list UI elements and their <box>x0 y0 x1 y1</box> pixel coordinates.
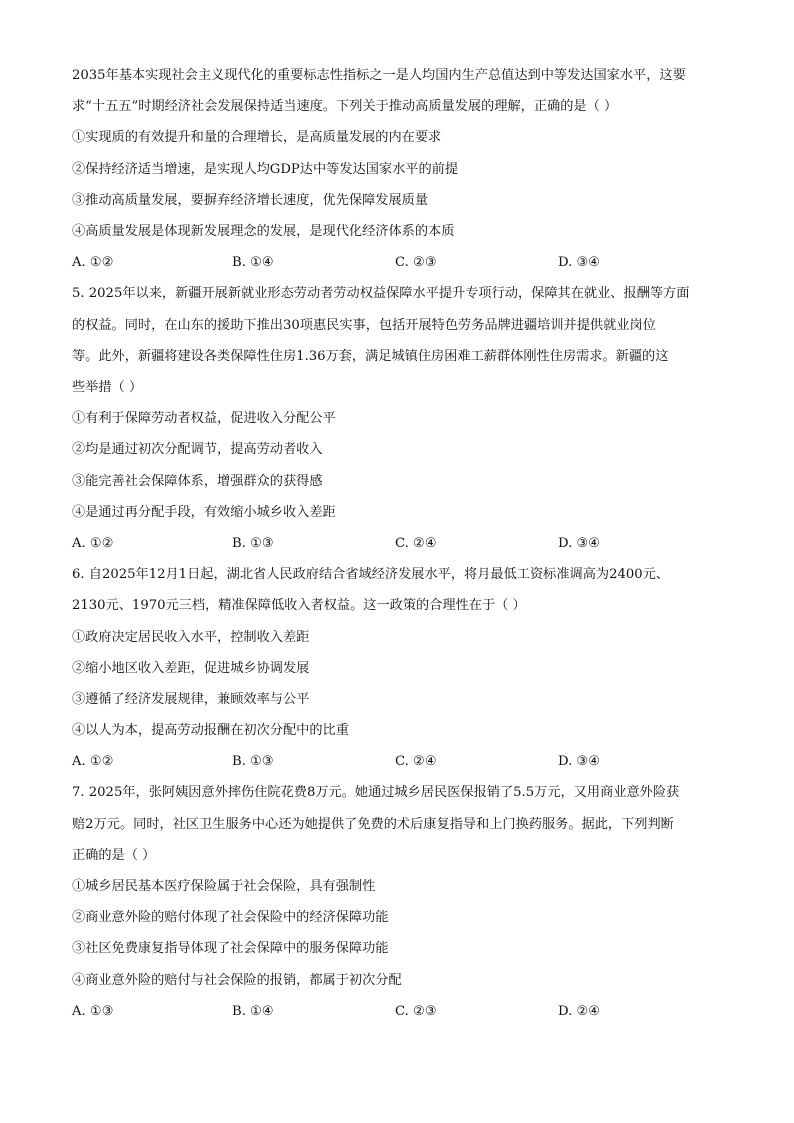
answer-options <box>72 996 732 1027</box>
statement: ②商业意外险的赔付体现了社会保险中的经济保障功能 <box>72 910 389 926</box>
option-b: B. ①④ <box>232 255 274 271</box>
question-block <box>72 278 732 559</box>
answer-options <box>72 746 732 777</box>
statement: ①有利于保障劳动者权益，促进收入分配公平 <box>72 411 336 427</box>
statement: ④商业意外险的赔付与社会保险的报销，都属于初次分配 <box>72 972 402 988</box>
statement: ③能完善社会保障体系，增强群众的获得感 <box>72 473 323 489</box>
question-stem-line: 等。此外，新疆将建设各类保障性住房1.36万套，满足城镇住房困难工薪群体刚性住房需求。新疆的这 <box>72 348 669 364</box>
option-c: C. ②③ <box>395 1003 437 1019</box>
answer-options <box>72 247 732 278</box>
statement: ②保持经济适当增速，是实现人均GDP达中等发达国家水平的前提 <box>72 161 459 177</box>
question-block <box>72 60 732 278</box>
statement: ④是通过再分配手段，有效缩小城乡收入差距 <box>72 504 336 520</box>
option-d: D. ②④ <box>558 1003 601 1019</box>
question-stem-line: 求“十五五”时期经济社会发展保持适当速度。下列关于推动高质量发展的理解，正确的是（ ） <box>72 99 618 115</box>
statement: ④高质量发展是体现新发展理念的发展，是现代化经济体系的本质 <box>72 223 455 239</box>
option-d: D. ③④ <box>558 535 601 551</box>
exam-page <box>72 60 732 1027</box>
statement: ③遵循了经济发展规律，兼顾效率与公平 <box>72 691 310 707</box>
question-stem-line: 正确的是（ ） <box>72 847 156 863</box>
statement: ④以人为本，提高劳动报酬在初次分配中的比重 <box>72 723 349 739</box>
question-stem-line: 些举措（ ） <box>72 379 143 395</box>
question-stem-line: 赔2万元。同时，社区卫生服务中心还为她提供了免费的术后康复指导和上门换药服务。据此，下列判断 <box>72 816 674 832</box>
statement: ①城乡居民基本医疗保险属于社会保险，具有强制性 <box>72 879 376 895</box>
question-stem-line: 的权益。同时，在山东的援助下推出30项惠民实事，包括开展特色劳务品牌进疆培训并提供就业岗位 <box>72 317 656 333</box>
statement: ②均是通过初次分配调节，提高劳动者收入 <box>72 442 323 458</box>
option-d: D. ③④ <box>558 255 601 271</box>
option-a: A. ①② <box>72 255 114 271</box>
answer-options <box>72 528 732 559</box>
question-block <box>72 777 732 1027</box>
question-block <box>72 559 732 777</box>
statement: ①政府决定居民收入水平，控制收入差距 <box>72 629 310 645</box>
option-c: C. ②③ <box>395 255 437 271</box>
option-a: A. ①② <box>72 535 114 551</box>
option-c: C. ②④ <box>395 535 437 551</box>
statement: ③推动高质量发展，要摒弃经济增长速度，优先保障发展质量 <box>72 192 429 208</box>
option-b: B. ①④ <box>232 1003 274 1019</box>
option-b: B. ①③ <box>232 535 274 551</box>
statement: ③社区免费康复指导体现了社会保障中的服务保障功能 <box>72 941 389 957</box>
option-d: D. ③④ <box>558 754 601 770</box>
statement: ②缩小地区收入差距，促进城乡协调发展 <box>72 660 310 676</box>
question-stem-line: 2130元、1970元三档，精准保障低收入者权益。这一政策的合理性在于（ ） <box>72 598 526 614</box>
question-stem-line: 7. 2025年，张阿姨因意外摔伤住院花费8万元。她通过城乡居民医保报销了5.5万元，又用商业意外险获 <box>72 785 680 801</box>
option-b: B. ①③ <box>232 754 274 770</box>
question-stem-line: 6. 自2025年12月1日起，湖北省人民政府结合省域经济发展水平，将月最低工资标准调高为2400元、 <box>72 567 670 583</box>
question-stem-line: 2035年基本实现社会主义现代化的重要标志性指标之一是人均国内生产总值达到中等发达国家水平，这要 <box>72 68 686 83</box>
option-a: A. ①③ <box>72 1003 114 1019</box>
statement: ①实现质的有效提升和量的合理增长，是高质量发展的内在要求 <box>72 130 442 146</box>
question-stem-line: 5. 2025年以来，新疆开展新就业形态劳动者劳动权益保障水平提升专项行动，保障其在就业、报酬等方面 <box>72 286 690 302</box>
option-a: A. ①② <box>72 754 114 770</box>
option-c: C. ②④ <box>395 754 437 770</box>
